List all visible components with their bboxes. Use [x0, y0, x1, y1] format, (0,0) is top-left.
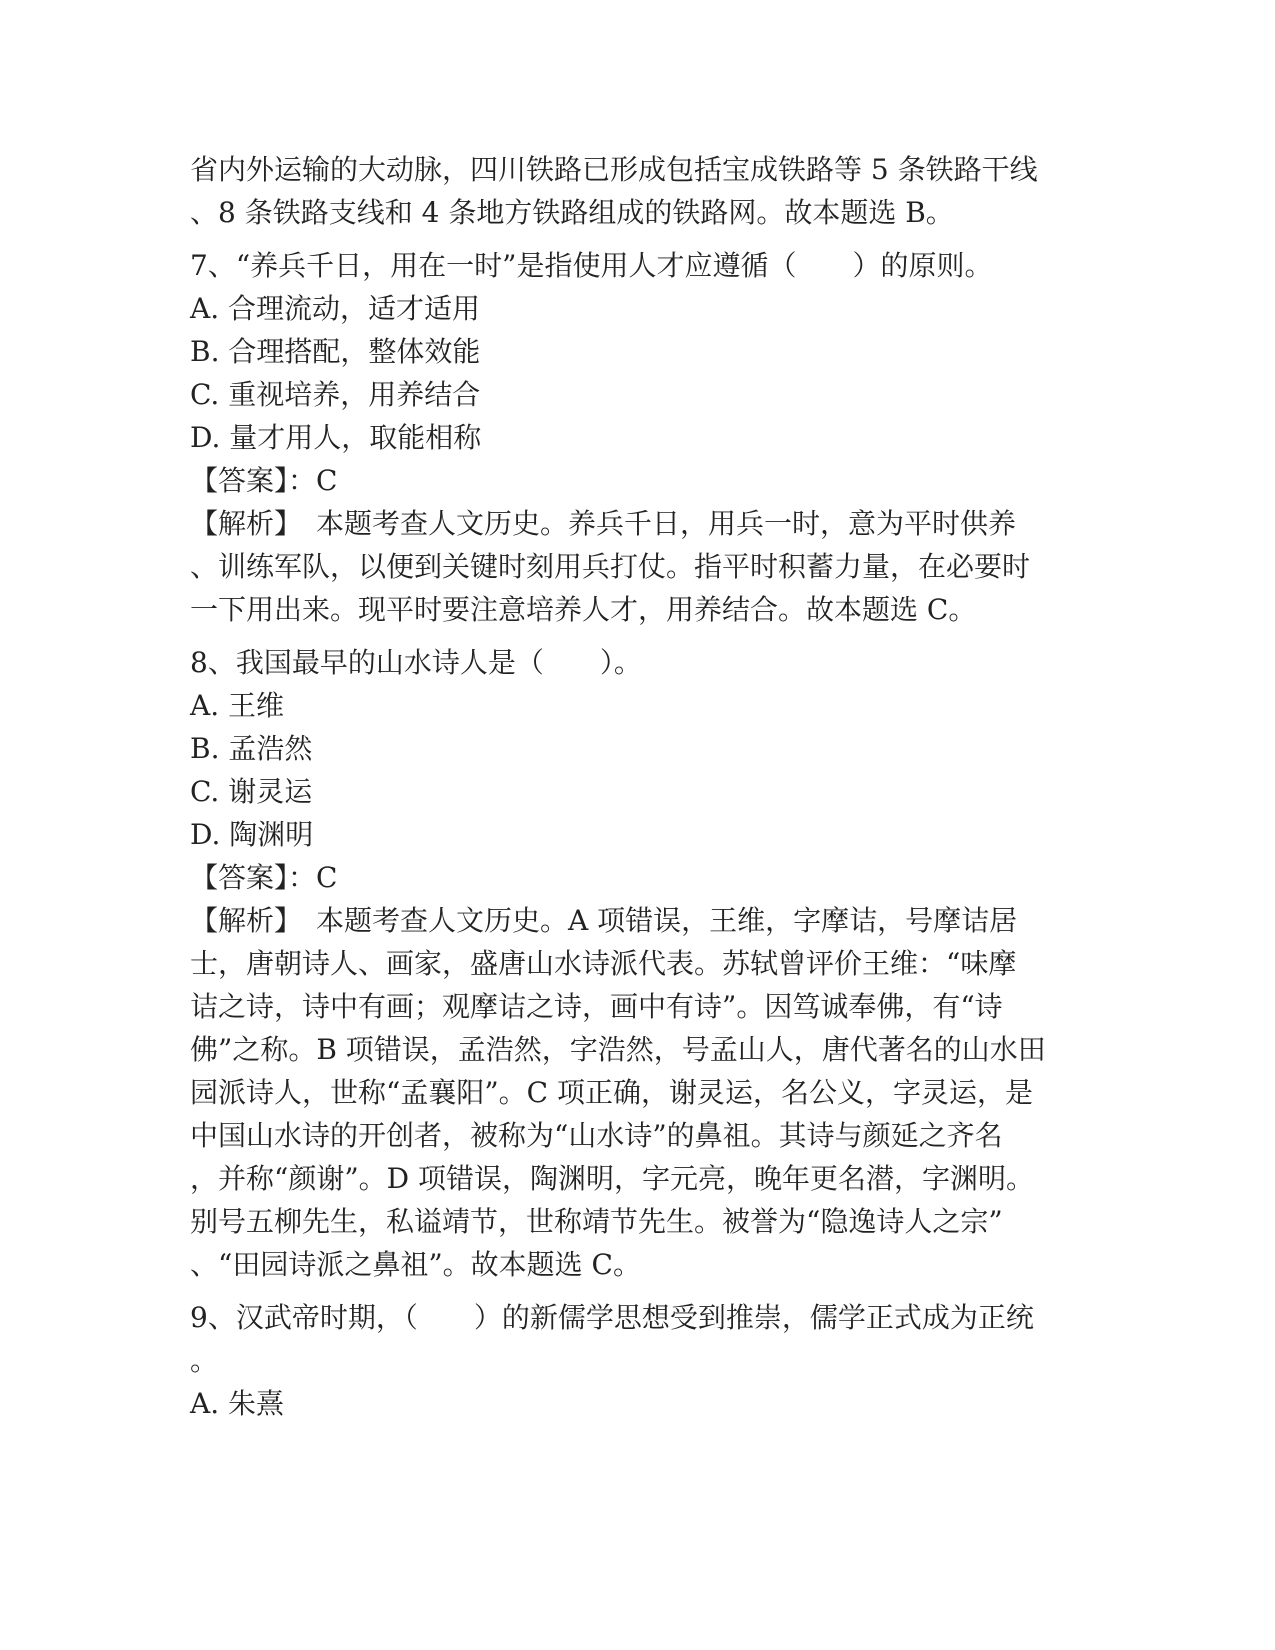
- question-stem: 9、汉武帝时期，（ ）的新儒学思想受到推崇，儒学正式成为正统: [190, 1301, 1034, 1334]
- analysis-line: 佛”之称。B 项错误，孟浩然，字浩然，号孟山人，唐代著名的山水田: [190, 1033, 1046, 1066]
- analysis-line: 中国山水诗的开创者，被称为“山水诗”的鼻祖。其诗与颜延之齐名: [190, 1119, 1003, 1152]
- analysis-line: 【解析】 本题考查人文历史。养兵千日，用兵一时，意为平时供养: [190, 507, 1017, 540]
- option-a: A. 合理流动，适才适用: [190, 292, 481, 325]
- document-page: [190, 148, 1090, 1425]
- option-c: C. 重视培养，用养结合: [190, 378, 481, 411]
- analysis-line: 一下用出来。现平时要注意培养人才，用养结合。故本题选 C。: [190, 593, 977, 626]
- question-9: [190, 1296, 1090, 1425]
- text-line: 、8 条铁路支线和 4 条地方铁路组成的铁路网。故本题选 B。: [190, 196, 954, 229]
- option-a: A. 朱熹: [190, 1387, 285, 1420]
- analysis-line: 诘之诗，诗中有画；观摩诘之诗，画中有诗”。因笃诚奉佛，有“诗: [190, 990, 1003, 1023]
- analysis-line: 、“田园诗派之鼻祖”。故本题选 C。: [190, 1248, 641, 1281]
- option-d: D. 量才用人，取能相称: [190, 421, 482, 454]
- answer: 【答案】：C: [190, 464, 338, 497]
- question-stem: 。: [190, 1344, 219, 1377]
- option-d: D. 陶渊明: [190, 818, 314, 851]
- option-b: B. 合理搭配，整体效能: [190, 335, 481, 368]
- question-stem: 8、我国最早的山水诗人是（ ）。: [190, 646, 642, 679]
- analysis-line: 士，唐朝诗人、画家，盛唐山水诗派代表。苏轼曾评价王维：“味摩: [190, 947, 1017, 980]
- q6-analysis-tail: [190, 148, 1090, 234]
- analysis-line: 、训练军队，以便到关键时刻用兵打仗。指平时积蓄力量，在必要时: [190, 550, 1031, 583]
- option-c: C. 谢灵运: [190, 775, 313, 808]
- analysis-line: 园派诗人，世称“孟襄阳”。C 项正确，谢灵运，名公义，字灵运，是: [190, 1076, 1033, 1109]
- analysis-line: ，并称“颜谢”。D 项错误，陶渊明，字元亮，晚年更名潜，字渊明。: [190, 1162, 1034, 1195]
- question-8: [190, 641, 1090, 1286]
- question-stem: 7、“养兵千日，用在一时”是指使用人才应遵循（ ）的原则。: [190, 249, 993, 282]
- analysis-line: 【解析】 本题考查人文历史。A 项错误，王维，字摩诘，号摩诘居: [190, 904, 1018, 937]
- option-a: A. 王维: [190, 689, 285, 722]
- text-line: 省内外运输的大动脉，四川铁路已形成包括宝成铁路等 5 条铁路干线: [190, 153, 1038, 186]
- answer: 【答案】：C: [190, 861, 338, 894]
- option-b: B. 孟浩然: [190, 732, 313, 765]
- analysis-line: 别号五柳先生，私谥靖节，世称靖节先生。被誉为“隐逸诗人之宗”: [190, 1205, 1003, 1238]
- question-7: [190, 244, 1090, 631]
